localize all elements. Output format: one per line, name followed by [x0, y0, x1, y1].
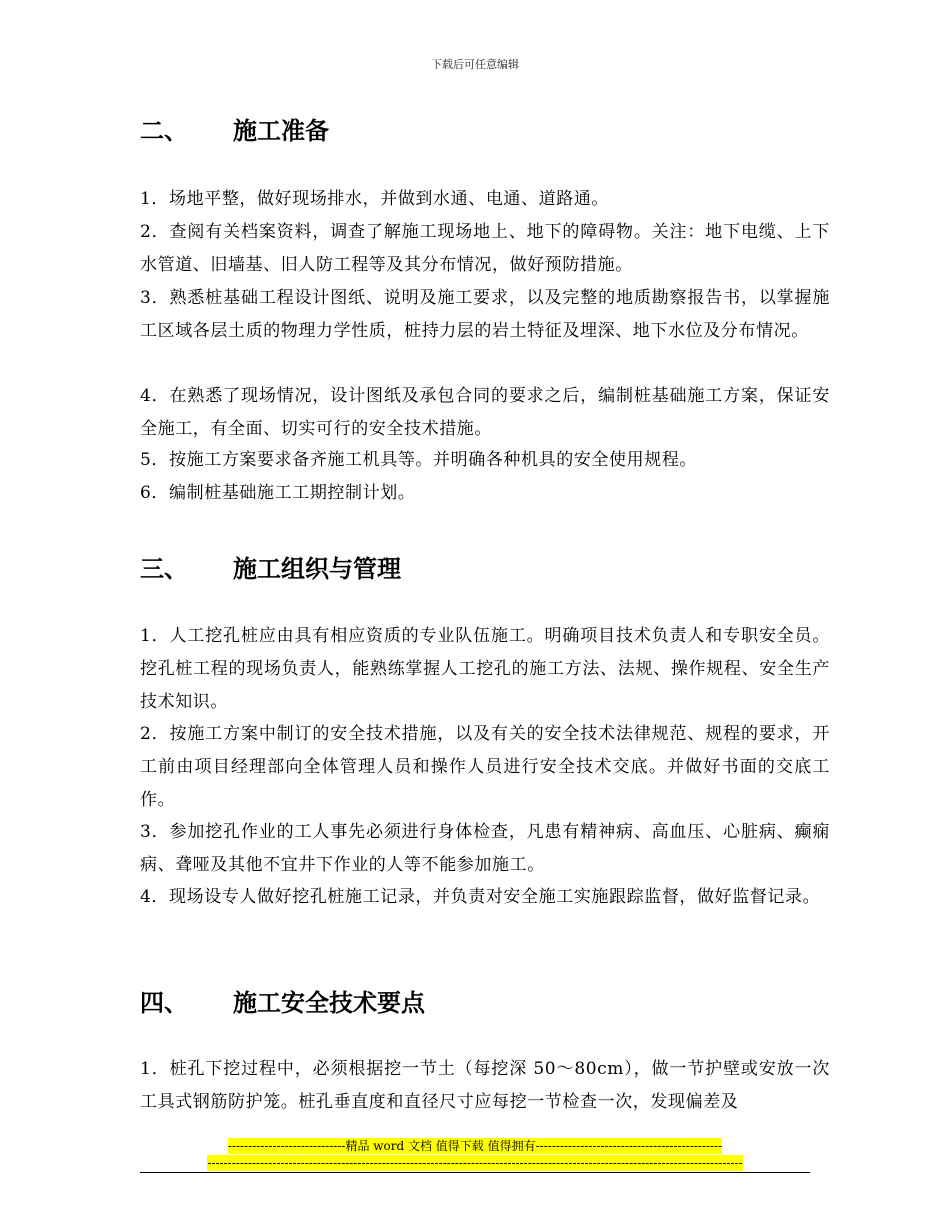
footer-rule — [140, 1172, 810, 1173]
section-heading — [140, 111, 329, 146]
section-number: 三、 — [140, 555, 188, 583]
paragraph: 4．在熟悉了现场情况，设计图纸及承包合同的要求之后，编制桩基础施工方案，保证安全施工，有全面、切实可行的安全技术措施。 — [140, 386, 830, 439]
header-note: 下载后可任意编辑 — [431, 58, 519, 71]
paragraph: 1．桩孔下挖过程中，必须根据挖一节土（每挖深 50～80cm），做一节护壁或安放一次工具式钢筋防护笼。桩孔垂直度和直径尺寸应每挖一节检查一次，发现偏差及 — [140, 1059, 830, 1112]
section-number: 二、 — [140, 117, 188, 145]
footer-banner-text: -----------------------------精品 word 文档 值得下载 值得拥有---------------------------------------------- — [227, 1139, 723, 1153]
paragraph: 3．参加挖孔作业的工人事先必须进行身体检查，凡患有精神病、高血压、心脏病、癫痫病、聋哑及其他不宜井下作业的人等不能参加施工。 — [140, 822, 830, 875]
paragraph: 2．按施工方案中制订的安全技术措施，以及有关的安全技术法律规范、规程的要求，开工前由项目经理部向全体管理人员和操作人员进行安全技术交底。并做好书面的交底工作。 — [140, 724, 830, 810]
section-heading — [140, 983, 425, 1018]
footer-banner-line1 — [0, 1138, 950, 1154]
section-title: 施工组织与管理 — [233, 555, 401, 583]
paragraph: 6．编制桩基础施工工期控制计划。 — [140, 483, 416, 503]
section-title: 施工准备 — [233, 117, 329, 145]
section-title: 施工安全技术要点 — [233, 989, 425, 1017]
paragraph: 3．熟悉桩基础工程设计图纸、说明及施工要求，以及完整的地质勘察报告书，以掌握施工区域各层土质的物理力学性质，桩持力层的岩土特征及埋深、地下水位及分布情况。 — [140, 288, 830, 341]
section-heading — [140, 549, 401, 584]
section-number: 四、 — [140, 989, 188, 1017]
paragraph: 2．查阅有关档案资料，调查了解施工现场地上、地下的障碍物。关注：地下电缆、上下水管道、旧墙基、旧人防工程等及其分布情况，做好预防措施。 — [140, 222, 830, 275]
footer-banner-dashes: ------------------------------------------------------------------------------------------------------------------------------------ — [207, 1156, 743, 1170]
paragraph: 4．现场设专人做好挖孔桩施工记录，并负责对安全施工实施跟踪监督，做好监督记录。 — [140, 887, 821, 907]
paragraph: 1．人工挖孔桩应由具有相应资质的专业队伍施工。明确项目技术负责人和专职安全员。挖孔桩工程的现场负责人，能熟练掌握人工挖孔的施工方法、法规、操作规程、安全生产技术知识。 — [140, 626, 830, 712]
paragraph: 1．场地平整，做好现场排水，并做到水通、电通、道路通。 — [140, 189, 610, 209]
footer-banner-line2 — [0, 1155, 950, 1171]
paragraph: 5．按施工方案要求备齐施工机具等。并明确各种机具的安全使用规程。 — [140, 450, 698, 470]
